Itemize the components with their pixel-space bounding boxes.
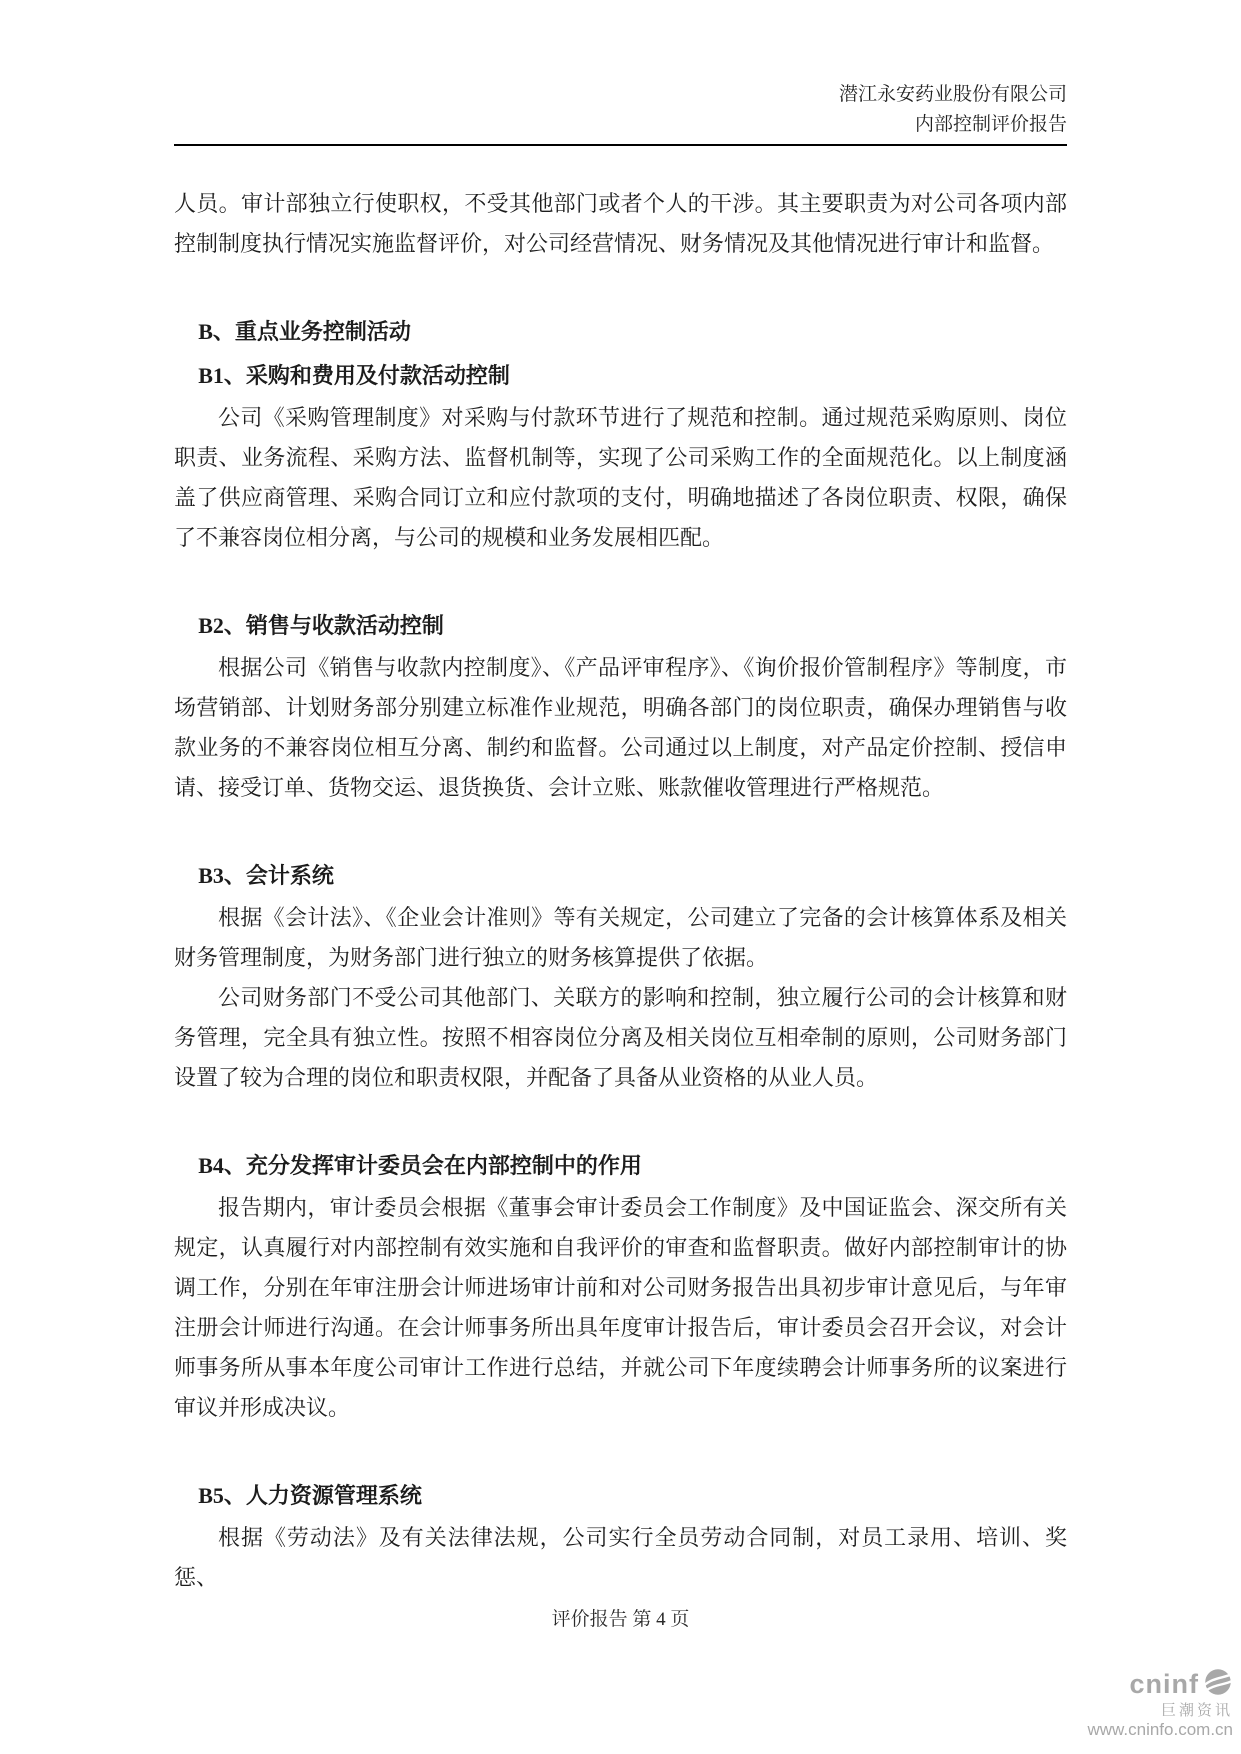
cninfo-globe-icon [1203,1667,1233,1702]
section-b5-paragraph: 根据《劳动法》及有关法律法规，公司实行全员劳动合同制，对员工录用、培训、奖惩、 [174,1525,1067,1590]
section-heading-b1: B1、采购和费用及付款活动控制 [198,363,510,388]
section-heading-b2: B2、销售与收款活动控制 [198,613,444,638]
document-body [174,184,1067,1598]
intro-paragraph: 人员。审计部独立行使职权，不受其他部门或者个人的干涉。其主要职责为对公司各项内部控制制度执行情况实施监督评价，对公司经营情况、财务情况及其他情况进行审计和监督。 [174,191,1067,256]
cninfo-watermark [1088,1667,1234,1740]
section-heading-b3: B3、会计系统 [198,863,334,888]
header-report-title: 内部控制评价报告 [914,114,1067,135]
section-b2-paragraph: 根据公司《销售与收款内控制度》、《产品评审程序》、《询价报价管制程序》等制度，市场营销部、计划财务部分别建立标准作业规范，明确各部门的岗位职责，确保办理销售与收款业务的不兼容岗位相互分离、制约和监督。公司通过以上制度，对产品定价控制、授信申请、接受订单、货物交运、退货换货、会计立账、账款催收管理进行严格规范。 [174,655,1067,800]
section-heading-b5: B5、人力资源管理系统 [198,1483,422,1508]
section-b3-paragraph-2: 公司财务部门不受公司其他部门、关联方的影响和控制，独立履行公司的会计核算和财务管理，完全具有独立性。按照不相容岗位分离及相关岗位互相牵制的原则，公司财务部门设置了较为合理的岗位和职责权限，并配备了具备从业资格的从业人员。 [174,985,1067,1090]
footer-page-label: 评价报告 第 4 页 [551,1609,690,1630]
header-company-name: 潜江永安药业股份有限公司 [838,84,1067,105]
cninfo-site-url: www.cninfo.com.cn [1087,1720,1233,1740]
section-b3-paragraph-1: 根据《会计法》、《企业会计准则》等有关规定，公司建立了完备的会计核算体系及相关财务管理制度，为财务部门进行独立的财务核算提供了依据。 [174,905,1067,970]
cninfo-logo-text: cninf [1129,1668,1199,1699]
section-b4-paragraph: 报告期内，审计委员会根据《董事会审计委员会工作制度》及中国证监会、深交所有关规定，认真履行对内部控制有效实施和自我评价的审查和监督职责。做好内部控制审计的协调工作，分别在年审注册会计师进场审计前和对公司财务报告出具初步审计意见后，与年审注册会计师进行沟通。在会计师事务所出具年度审计报告后，审计委员会召开会议，对会计师事务所从事本年度公司审计工作进行总结，并就公司下年度续聘会计师事务所的议案进行审议并形成决议。 [174,1195,1067,1420]
section-b1-paragraph: 公司《采购管理制度》对采购与付款环节进行了规范和控制。通过规范采购原则、岗位职责、业务流程、采购方法、监督机制等，实现了公司采购工作的全面规范化。以上制度涵盖了供应商管理、采购合同订立和应付款项的支付，明确地描述了各岗位职责、权限，确保了不兼容岗位相分离，与公司的规模和业务发展相匹配。 [174,405,1067,550]
section-heading-b4: B4、充分发挥审计委员会在内部控制中的作用 [198,1153,642,1178]
page-header [174,0,1067,146]
cninfo-site-name: 巨潮资讯 [1160,1702,1233,1719]
section-heading-b: B、重点业务控制活动 [198,319,411,344]
